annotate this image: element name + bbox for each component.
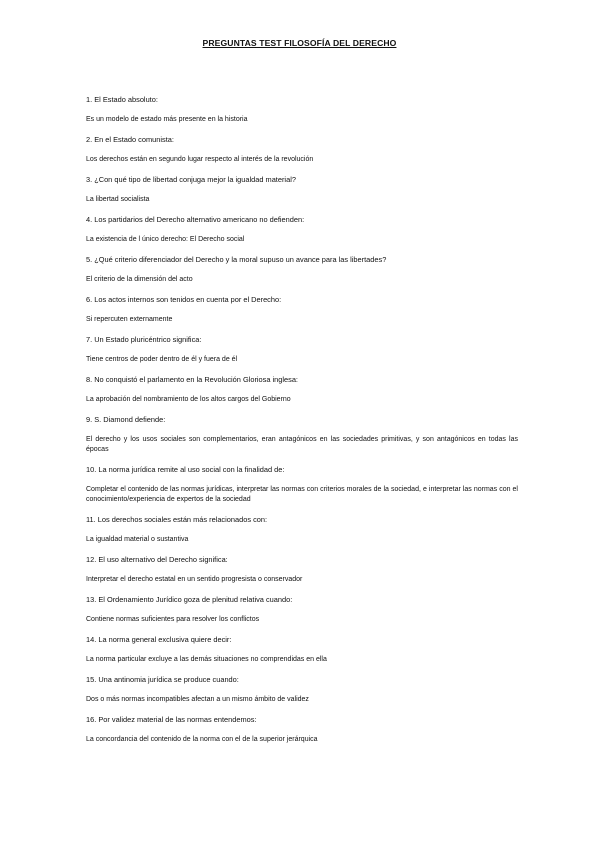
question-text: 16. Por validez material de las normas entendemos: <box>86 715 257 724</box>
question-item <box>86 515 518 545</box>
question-list <box>86 95 518 755</box>
question-text: 11. Los derechos sociales están más relacionados con: <box>86 515 268 524</box>
answer-text: La igualdad material o sustantiva <box>86 536 189 543</box>
answer-text: La existencia de l único derecho: El Derecho social <box>86 236 245 243</box>
question-item <box>86 295 518 325</box>
answer-text: El criterio de la dimensión del acto <box>86 276 193 283</box>
question-text: 13. El Ordenamiento Jurídico goza de plenitud relativa cuando: <box>86 595 293 604</box>
answer-text: La norma particular excluye a las demás situaciones no comprendidas en ella <box>86 656 327 663</box>
answer-text: La concordancia del contenido de la norma con el de la superior jerárquica <box>86 736 318 743</box>
answer-text: La aprobación del nombramiento de los altos cargos del Gobierno <box>86 396 291 403</box>
question-text: 12. El uso alternativo del Derecho significa: <box>86 555 228 564</box>
question-text: 15. Una antinomia jurídica se produce cuando: <box>86 675 239 684</box>
question-text: 7. Un Estado pluricéntrico significa: <box>86 335 202 344</box>
question-text: 8. No conquistó el parlamento en la Revolución Gloriosa inglesa: <box>86 375 298 384</box>
question-text: 5. ¿Qué criterio diferenciador del Derecho y la moral supuso un avance para las libertades? <box>86 255 387 264</box>
question-text: 3. ¿Con qué tipo de libertad conjuga mejor la igualdad material? <box>86 175 296 184</box>
answer-text: Si repercuten externamente <box>86 316 173 323</box>
question-text: 1. El Estado absoluto: <box>86 95 158 104</box>
answer-text: Los derechos están en segundo lugar respecto al interés de la revolución <box>86 156 314 163</box>
question-item <box>86 555 518 585</box>
answer-text: Completar el contenido de las normas jurídicas, interpretar las normas con criterios morales de la sociedad, e interpretar las normas con el conocimiento/experiencia de expertos de la sociedad <box>86 486 518 503</box>
document-title: PREGUNTAS TEST FILOSOFÍA DEL DERECHO <box>202 38 397 48</box>
question-text: 14. La norma general exclusiva quiere decir: <box>86 635 232 644</box>
answer-text: La libertad socialista <box>86 196 150 203</box>
question-item <box>86 415 518 455</box>
question-item <box>86 675 518 705</box>
answer-text: Tiene centros de poder dentro de él y fuera de él <box>86 356 238 363</box>
answer-text: Es un modelo de estado más presente en la historia <box>86 116 248 123</box>
question-text: 6. Los actos internos son tenidos en cuenta por el Derecho: <box>86 295 282 304</box>
question-item <box>86 595 518 625</box>
question-text: 2. En el Estado comunista: <box>86 135 174 144</box>
question-text: 10. La norma jurídica remite al uso social con la finalidad de: <box>86 465 285 474</box>
question-item <box>86 335 518 365</box>
answer-text: Interpretar el derecho estatal en un sentido progresista o conservador <box>86 576 303 583</box>
answer-text: Dos o más normas incompatibles afectan a un mismo ámbito de validez <box>86 696 309 703</box>
question-item <box>86 465 518 505</box>
question-text: 4. Los partidarios del Derecho alternativo americano no defienden: <box>86 215 305 224</box>
question-item <box>86 715 518 745</box>
answer-text: Contiene normas suficientes para resolver los conflictos <box>86 616 260 623</box>
question-item <box>86 215 518 245</box>
answer-text: El derecho y los usos sociales son complementarios, eran antagónicos en las sociedades primitivas, y son antagónicos en todas las épocas <box>86 436 518 453</box>
question-item <box>86 175 518 205</box>
question-text: 9. S. Diamond defiende: <box>86 415 166 424</box>
question-item <box>86 635 518 665</box>
question-item <box>86 375 518 405</box>
question-item <box>86 135 518 165</box>
question-item <box>86 95 518 125</box>
question-item <box>86 255 518 285</box>
